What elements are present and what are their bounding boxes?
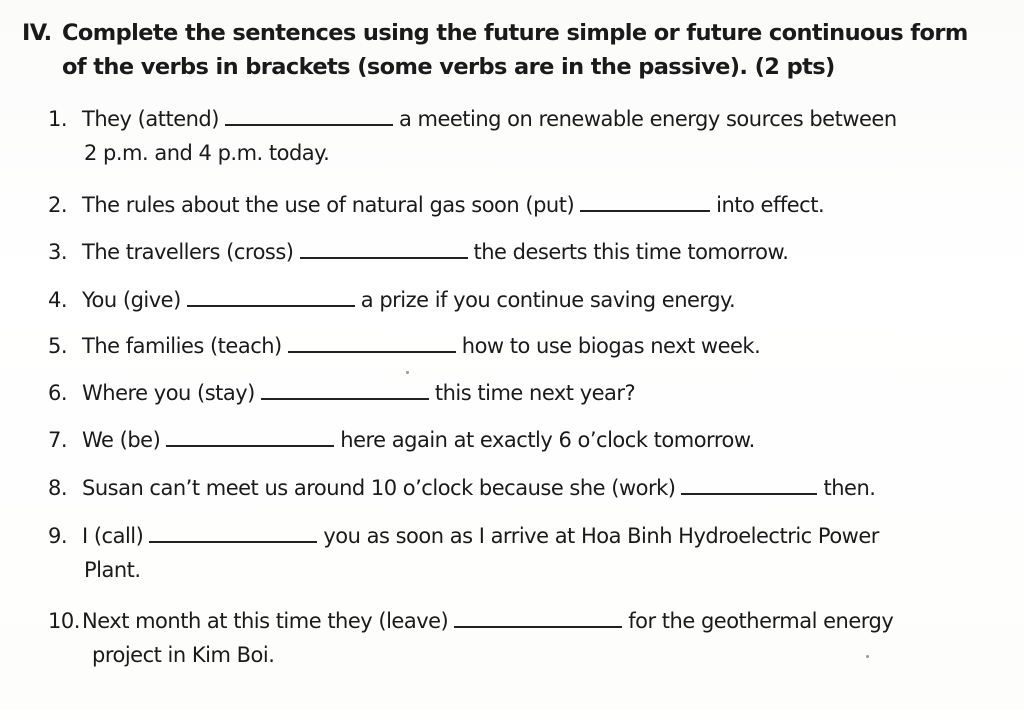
- item-number: 7.: [48, 428, 68, 452]
- item-number: 5.: [48, 334, 68, 358]
- item-text-before: Next month at this time they (leave): [82, 609, 449, 633]
- item-text-before: The travellers (cross): [82, 240, 294, 264]
- item-number: 8.: [48, 476, 68, 500]
- list-item: [48, 235, 1010, 269]
- item-text-before: Susan can’t meet us around 10 o’clock because she (work): [82, 476, 676, 500]
- list-item: [48, 329, 1010, 363]
- item-text-after: a prize if you continue saving energy.: [360, 288, 736, 312]
- item-text-before: Where you (stay): [82, 381, 255, 405]
- list-item: [48, 519, 1010, 587]
- item-text-after: how to use biogas next week.: [461, 334, 761, 358]
- list-item: [48, 604, 1010, 672]
- answer-blank[interactable]: [225, 124, 393, 126]
- exercise-title-line-2: of the verbs in brackets (some verbs are in the passive). (2 pts): [62, 54, 835, 80]
- paper-speck: [406, 371, 409, 374]
- exercise-number: IV.: [22, 20, 52, 46]
- exercise-heading: [22, 16, 1012, 84]
- item-text-after: this time next year?: [434, 381, 636, 405]
- item-text-before: They (attend): [82, 107, 219, 131]
- item-text-after: for the geothermal energy: [628, 609, 894, 633]
- list-item: [48, 102, 1010, 170]
- answer-blank[interactable]: [187, 305, 355, 307]
- answer-blank[interactable]: [681, 493, 817, 495]
- item-number: 4.: [48, 288, 68, 312]
- item-text-after: here again at exactly 6 o’clock tomorrow.: [340, 428, 755, 452]
- answer-blank[interactable]: [149, 541, 317, 543]
- answer-blank[interactable]: [261, 398, 429, 400]
- item-text-after: then.: [823, 476, 876, 500]
- list-item: [48, 423, 1010, 457]
- item-number: 9.: [48, 524, 68, 548]
- item-text-before: The rules about the use of natural gas soon (put): [82, 193, 575, 217]
- list-item: [48, 283, 1010, 317]
- answer-blank[interactable]: [300, 257, 468, 259]
- item-text-after: the deserts this time tomorrow.: [473, 240, 789, 264]
- item-continuation: Plant.: [84, 558, 141, 582]
- item-number: 3.: [48, 240, 68, 264]
- item-number: 2.: [48, 193, 68, 217]
- item-text-before: We (be): [82, 428, 161, 452]
- answer-blank[interactable]: [288, 351, 456, 353]
- heading-line-1: [22, 16, 1012, 50]
- item-number: 6.: [48, 381, 68, 405]
- item-text-before: You (give): [82, 288, 181, 312]
- item-text-after: a meeting on renewable energy sources between: [398, 107, 897, 131]
- exercise-title-line-1: Complete the sentences using the future simple or future continuous form: [62, 20, 968, 46]
- answer-blank[interactable]: [580, 210, 710, 212]
- answer-blank[interactable]: [166, 445, 334, 447]
- item-text-after: you as soon as I arrive at Hoa Binh Hydroelectric Power: [323, 524, 879, 548]
- answer-blank[interactable]: [454, 626, 622, 628]
- item-number: 1.: [48, 107, 68, 131]
- paper-speck: [866, 655, 869, 658]
- list-item: [48, 188, 1010, 222]
- item-text-after: into effect.: [716, 193, 825, 217]
- item-continuation: project in Kim Boi.: [92, 643, 275, 667]
- list-item: [48, 376, 1010, 410]
- item-continuation: 2 p.m. and 4 p.m. today.: [84, 141, 330, 165]
- item-text-before: I (call): [82, 524, 144, 548]
- item-text-before: The families (teach): [82, 334, 282, 358]
- list-item: [48, 471, 1010, 505]
- item-number: 10.: [48, 609, 80, 633]
